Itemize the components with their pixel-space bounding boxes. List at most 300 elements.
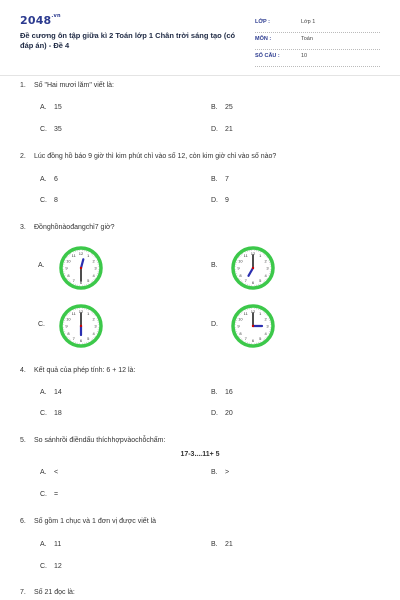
- clock-tick: [270, 269, 271, 270]
- clock-tick: [235, 269, 236, 270]
- clock-tick: [82, 343, 83, 344]
- clock-numeral: 11: [71, 252, 76, 258]
- clock-tick: [94, 314, 95, 315]
- clock-tick: [82, 285, 83, 286]
- meta-value: 10: [301, 53, 308, 59]
- clock-numeral: 9: [237, 323, 240, 329]
- clock-tick: [235, 324, 236, 325]
- clock-tick: [267, 336, 268, 337]
- question-text: Số gồm 1 chục và 1 đơn vị được viết là: [34, 518, 157, 525]
- option-3a[interactable]: [38, 262, 45, 269]
- question-text: Đồnghồnàođangchỉ7 giờ?: [34, 224, 115, 231]
- clock-tick: [91, 282, 92, 283]
- clock-tick: [70, 253, 71, 254]
- clock-numeral: 11: [71, 310, 76, 316]
- clock-tick: [64, 322, 65, 323]
- clock-tick: [258, 251, 259, 252]
- clock-tick: [251, 308, 252, 309]
- clock-tick: [97, 262, 98, 263]
- clock-tick: [88, 284, 89, 285]
- meta-row-class: [255, 16, 380, 33]
- clock-tick: [69, 339, 70, 340]
- clock-numeral: 4: [264, 330, 267, 336]
- clock-numeral: 3: [94, 323, 97, 329]
- option-2d[interactable]: [211, 197, 229, 204]
- option-label: B.: [211, 389, 218, 396]
- logo-text: 2048: [20, 14, 52, 27]
- clock-tick: [98, 322, 99, 323]
- clock-tick: [91, 340, 92, 341]
- option-4b[interactable]: [211, 389, 233, 396]
- option-2a[interactable]: [40, 176, 58, 183]
- clock-tick: [254, 343, 255, 344]
- clock-tick: [264, 281, 265, 282]
- clock-numeral: 9: [237, 265, 240, 271]
- option-value: 15: [54, 104, 62, 111]
- header: [20, 14, 380, 64]
- clock-numeral: 12: [78, 309, 84, 314]
- clock-tick: [95, 257, 96, 258]
- clock-numeral: 5: [259, 278, 262, 284]
- clock-tick: [68, 279, 69, 280]
- clock-numeral: 12: [78, 251, 84, 256]
- clock-tick: [266, 337, 267, 338]
- option-3c[interactable]: [38, 321, 45, 328]
- question-text: Kết quả của phép tính: 6 + 12 là:: [34, 367, 136, 374]
- clock-tick: [64, 273, 65, 274]
- clock-tick: [264, 313, 265, 314]
- clock-tick: [70, 340, 71, 341]
- clock-tick: [95, 315, 96, 316]
- option-label: A.: [40, 104, 47, 111]
- question-number: 5.: [20, 437, 26, 444]
- clock-tick: [260, 342, 261, 343]
- clock-numeral: 3: [94, 265, 97, 271]
- clock-numeral: 10: [66, 316, 71, 322]
- header-divider: [0, 75, 400, 76]
- clock-numeral: 10: [238, 316, 243, 322]
- clock-tick: [263, 253, 264, 254]
- clock-tick: [98, 266, 99, 267]
- clock-tick: [258, 342, 259, 343]
- question-number: 6.: [20, 518, 26, 525]
- clock-tick: [79, 308, 80, 309]
- option-value: 21: [225, 126, 233, 133]
- clock-tick: [79, 250, 80, 251]
- option-value: 16: [225, 389, 233, 396]
- clock-tick: [92, 339, 93, 340]
- clock-tick: [242, 340, 243, 341]
- clock-tick: [269, 262, 270, 263]
- clock-tick: [256, 285, 257, 286]
- clock-tick: [88, 310, 89, 311]
- clock-numeral: 8: [67, 272, 70, 278]
- clock-tick: [236, 264, 237, 265]
- question-text: Lúc đồng hồ báo 9 giờ thì kim phút chỉ vào số 12, còn kim giờ chỉ vào số nào?: [34, 153, 277, 160]
- clock-tick: [260, 310, 261, 311]
- clock-tick: [91, 253, 92, 254]
- clock-tick: [256, 251, 257, 252]
- clock-numeral: 1: [259, 252, 262, 258]
- clock-tick: [246, 342, 247, 343]
- clock-numeral: 1: [87, 310, 90, 316]
- clock-tick: [270, 266, 271, 267]
- clock-tick: [240, 337, 241, 338]
- clock-tick: [82, 250, 83, 251]
- clock-tick: [270, 329, 271, 330]
- clock-tick: [95, 336, 96, 337]
- clock-numeral: 4: [264, 272, 267, 278]
- clock-tick: [66, 336, 67, 337]
- meta-key: MÔN :: [255, 36, 272, 42]
- question-number: 4.: [20, 367, 26, 374]
- clock-numeral: 8: [239, 272, 242, 278]
- clock-tick: [65, 275, 66, 276]
- clock-tick: [86, 342, 87, 343]
- option-3d[interactable]: [211, 321, 218, 328]
- clock-tick: [84, 343, 85, 344]
- clock-tick: [74, 252, 75, 253]
- option-4c[interactable]: [40, 410, 62, 417]
- clock-tick: [92, 255, 93, 256]
- option-value: 21: [225, 541, 233, 548]
- clock-tick: [91, 311, 92, 312]
- clock-b-icon[interactable]: [230, 245, 276, 291]
- clock-tick: [238, 257, 239, 258]
- option-1c[interactable]: [40, 126, 62, 133]
- meta-row-subject: [255, 33, 380, 50]
- clock-tick: [236, 322, 237, 323]
- clock-tick: [69, 313, 70, 314]
- clock-tick: [241, 339, 242, 340]
- clock-tick: [65, 333, 66, 334]
- clock-tick: [88, 252, 89, 253]
- clock-tick: [258, 284, 259, 285]
- clock-tick: [247, 251, 248, 252]
- clock-tick: [270, 322, 271, 323]
- option-1a[interactable]: [40, 104, 62, 111]
- page-title: Đề cương ôn tập giữa kì 2 Toán lớp 1 Chân trời sáng tạo (có đáp án) - Đề 4: [20, 31, 236, 50]
- clock-tick: [258, 309, 259, 310]
- clock-tick: [247, 309, 248, 310]
- clock-tick: [236, 273, 237, 274]
- clock-tick: [68, 314, 69, 315]
- option-label: D.: [211, 410, 218, 417]
- clock-tick: [97, 333, 98, 334]
- meta-value: Lớp 1: [301, 19, 316, 25]
- clock-tick: [94, 256, 95, 257]
- clock-numeral: 7: [244, 336, 247, 342]
- clock-tick: [237, 319, 238, 320]
- clock-tick: [64, 329, 65, 330]
- clock-numeral: 5: [87, 278, 90, 284]
- clock-tick: [64, 262, 65, 263]
- clock-tick: [237, 333, 238, 334]
- clock-tick: [242, 311, 243, 312]
- clock-numeral: 7: [72, 278, 75, 284]
- question-7: [20, 589, 75, 596]
- clock-tick: [235, 266, 236, 267]
- question-number: 3.: [20, 224, 26, 231]
- option-6a[interactable]: [40, 541, 61, 548]
- clock-tick: [269, 333, 270, 334]
- question-text: Số "Hai mươi lăm" viết là:: [34, 82, 114, 89]
- clock-numeral: 7: [244, 278, 247, 284]
- clock-tick: [86, 251, 87, 252]
- clock-tick: [269, 320, 270, 321]
- clock-tick: [66, 257, 67, 258]
- clock-tick: [69, 281, 70, 282]
- clock-tick: [249, 343, 250, 344]
- clock-tick: [92, 281, 93, 282]
- option-label: C.: [40, 563, 47, 570]
- clock-tick: [236, 262, 237, 263]
- question-text: Số 21 đọc là:: [34, 589, 75, 596]
- option-label: B.: [211, 262, 218, 269]
- option-3b[interactable]: [211, 262, 218, 269]
- clock-tick: [269, 261, 270, 262]
- meta-box: [255, 16, 380, 67]
- clock-center: [252, 325, 254, 327]
- clock-numeral: 9: [65, 265, 68, 271]
- clock-tick: [97, 261, 98, 262]
- option-5b[interactable]: [211, 469, 229, 476]
- clock-numeral: 8: [239, 330, 242, 336]
- clock-d-icon[interactable]: [230, 303, 276, 349]
- option-value: 8: [54, 197, 58, 204]
- clock-tick: [251, 285, 252, 286]
- clock-tick: [270, 327, 271, 328]
- option-2c[interactable]: [40, 197, 58, 204]
- logo-suffix: .vn: [51, 13, 61, 19]
- option-4d[interactable]: [211, 410, 233, 417]
- clock-tick: [65, 261, 66, 262]
- clock-tick: [246, 310, 247, 311]
- clock-tick: [236, 329, 237, 330]
- option-4a[interactable]: [40, 389, 62, 396]
- option-1d[interactable]: [211, 126, 233, 133]
- question-3: [20, 224, 115, 231]
- clock-tick: [79, 343, 80, 344]
- clock-numeral: 6: [79, 280, 83, 285]
- clock-tick: [94, 337, 95, 338]
- option-6c[interactable]: [40, 563, 62, 570]
- option-label: C.: [40, 491, 47, 498]
- logo[interactable]: [20, 14, 61, 27]
- clock-tick: [92, 313, 93, 314]
- clock-tick: [264, 255, 265, 256]
- question-text: So sánhrồi điềndấu thíchhợpvàochỗchấm:: [34, 437, 166, 444]
- clock-tick: [98, 264, 99, 265]
- option-label: C.: [38, 321, 45, 328]
- clock-tick: [98, 329, 99, 330]
- clock-c-icon[interactable]: [58, 303, 104, 349]
- clock-tick: [242, 253, 243, 254]
- clock-tick: [264, 339, 265, 340]
- option-label: C.: [40, 197, 47, 204]
- clock-tick: [267, 315, 268, 316]
- option-value: 12: [54, 563, 62, 570]
- option-2b[interactable]: [211, 176, 229, 183]
- clock-tick: [254, 250, 255, 251]
- option-label: B.: [211, 469, 218, 476]
- clock-tick: [269, 319, 270, 320]
- option-5c[interactable]: [40, 491, 58, 498]
- clock-tick: [241, 313, 242, 314]
- clock-tick: [249, 285, 250, 286]
- clock-numeral: 3: [266, 265, 269, 271]
- clock-tick: [77, 309, 78, 310]
- clock-tick: [74, 310, 75, 311]
- option-value: 25: [225, 104, 233, 111]
- clock-tick: [65, 319, 66, 320]
- clock-tick: [246, 284, 247, 285]
- option-value: >: [225, 469, 230, 476]
- clock-tick: [266, 256, 267, 257]
- clock-center: [80, 325, 82, 327]
- option-6b[interactable]: [211, 541, 233, 548]
- clock-tick: [241, 255, 242, 256]
- option-1b[interactable]: [211, 104, 233, 111]
- clock-tick: [240, 314, 241, 315]
- option-label: B.: [211, 176, 218, 183]
- clock-tick: [242, 282, 243, 283]
- clock-tick: [247, 342, 248, 343]
- clock-tick: [69, 255, 70, 256]
- clock-tick: [86, 284, 87, 285]
- option-label: C.: [40, 410, 47, 417]
- option-label: A.: [40, 389, 47, 396]
- clock-tick: [249, 251, 250, 252]
- question-6: [20, 518, 156, 525]
- clock-tick: [75, 251, 76, 252]
- clock-tick: [77, 251, 78, 252]
- clock-numeral: 7: [72, 336, 75, 342]
- meta-key: SỐ CÂU :: [255, 53, 280, 59]
- clock-tick: [266, 279, 267, 280]
- option-label: A.: [40, 541, 47, 548]
- clock-tick: [269, 275, 270, 276]
- option-value: 20: [225, 410, 233, 417]
- option-value: <: [54, 469, 59, 476]
- option-5a[interactable]: [40, 469, 58, 476]
- clock-tick: [94, 279, 95, 280]
- clock-tick: [240, 279, 241, 280]
- clock-tick: [66, 278, 67, 279]
- clock-tick: [63, 327, 64, 328]
- clock-tick: [75, 284, 76, 285]
- question-number: 7.: [20, 589, 26, 596]
- clock-tick: [256, 343, 257, 344]
- clock-tick: [63, 266, 64, 267]
- clock-numeral: 12: [250, 251, 256, 256]
- clock-numeral: 9: [65, 323, 68, 329]
- clock-tick: [84, 309, 85, 310]
- clock-tick: [98, 269, 99, 270]
- clock-tick: [97, 331, 98, 332]
- meta-key: LỚP :: [255, 19, 270, 25]
- clock-tick: [269, 273, 270, 274]
- option-value: 6: [54, 176, 58, 183]
- clock-tick: [263, 311, 264, 312]
- clock-tick: [263, 282, 264, 283]
- question-5: [20, 437, 165, 444]
- clock-numeral: 5: [87, 336, 90, 342]
- clock-tick: [267, 257, 268, 258]
- option-label: A.: [40, 176, 47, 183]
- clock-tick: [260, 284, 261, 285]
- clock-tick: [270, 324, 271, 325]
- clock-tick: [74, 342, 75, 343]
- option-label: C.: [40, 126, 47, 133]
- clock-tick: [236, 320, 237, 321]
- clock-tick: [267, 278, 268, 279]
- clock-tick: [63, 324, 64, 325]
- option-label: B.: [211, 104, 218, 111]
- clock-tick: [238, 315, 239, 316]
- clock-tick: [97, 273, 98, 274]
- clock-numeral: 11: [243, 310, 248, 316]
- option-label: D.: [211, 321, 218, 328]
- clock-a-icon[interactable]: [58, 245, 104, 291]
- option-value: =: [54, 491, 59, 498]
- clock-tick: [98, 271, 99, 272]
- meta-row-count: [255, 50, 380, 67]
- clock-tick: [237, 261, 238, 262]
- clock-tick: [64, 264, 65, 265]
- clock-tick: [79, 285, 80, 286]
- clock-numeral: 3: [266, 323, 269, 329]
- clock-tick: [77, 343, 78, 344]
- option-label: A.: [40, 469, 47, 476]
- clock-tick: [256, 309, 257, 310]
- option-value: 11: [54, 541, 62, 548]
- clock-tick: [98, 324, 99, 325]
- clock-numeral: 2: [264, 316, 267, 322]
- clock-numeral: 11: [243, 252, 248, 258]
- clock-tick: [77, 285, 78, 286]
- clock-numeral: 10: [66, 258, 71, 264]
- clock-numeral: 6: [251, 338, 255, 343]
- clock-numeral: 4: [92, 272, 95, 278]
- clock-tick: [88, 342, 89, 343]
- option-value: 35: [54, 126, 62, 133]
- clock-tick: [68, 256, 69, 257]
- clock-tick: [64, 331, 65, 332]
- clock-tick: [266, 314, 267, 315]
- clock-numeral: 4: [92, 330, 95, 336]
- clock-numeral: 1: [259, 310, 262, 316]
- clock-tick: [241, 281, 242, 282]
- option-label: D.: [211, 197, 218, 204]
- clock-tick: [70, 311, 71, 312]
- clock-tick: [74, 284, 75, 285]
- clock-numeral: 6: [79, 338, 83, 343]
- clock-tick: [235, 327, 236, 328]
- clock-tick: [238, 336, 239, 337]
- clock-tick: [75, 342, 76, 343]
- clock-numeral: 2: [264, 258, 267, 264]
- clock-tick: [254, 308, 255, 309]
- clock-tick: [249, 309, 250, 310]
- clock-tick: [82, 308, 83, 309]
- clock-tick: [263, 340, 264, 341]
- question-number: 1.: [20, 82, 26, 89]
- question-1: [20, 82, 114, 89]
- clock-tick: [95, 278, 96, 279]
- clock-numeral: 5: [259, 336, 262, 342]
- clock-tick: [64, 320, 65, 321]
